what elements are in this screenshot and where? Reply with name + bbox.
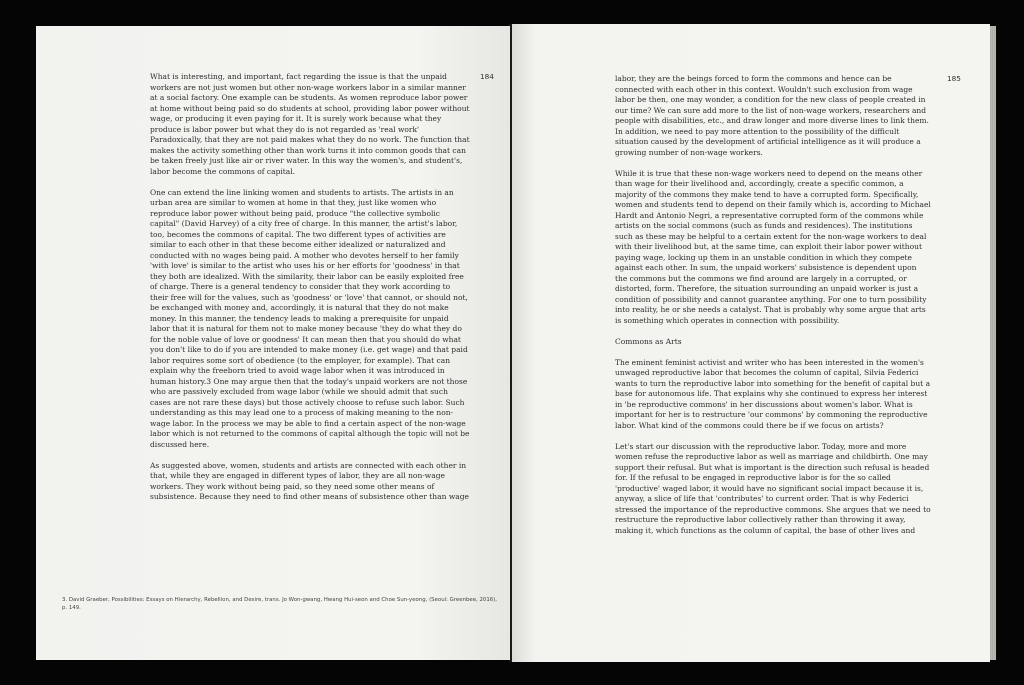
right-page [512, 24, 990, 662]
paragraph: While it is true that these non-wage workers need to depend on the means other than wage for their livelihood and, accordingly, create a specific common, a majority of the commons they make tend to have a corrupted form. Specifically, women and students tend to depend on their family which is, according to Michael Hardt and Antonio Negri, a representative corrupted form of the commons while artists on the social commons (such as funds and residences). The institutions such as these may be helpful to a certain extent for the non-wage workers to deal with their livelihood but, at the same time, can exploit their labor power without paying wage, locking up them in an unstable condition in which they compete against each other. In sum, the unpaid workers' subsistence is dependent upon the commons but the commons we find around are largely in a corrupted, or distorted, form. Therefore, the situation surrounding an unpaid worker is just a condition of possibility and cannot guarantee anything. For one to turn possibility into reality, he or she needs a catalyst. That is probably why some argue that arts is something which operates in connection with possibility. [615, 168, 931, 325]
paragraph: One can extend the line linking women and students to artists. The artists in an urban area are similar to women at home in that they, just like women who reproduce labor power without being paid, produce "the collective symbolic capital" (David Harvey) of a city free of charge. In this manner, the artist's labor, too, becomes the commons of capital. The two different types of activities are similar to each other in that these become either idealized or naturalized and conducted with no wages being paid. A mother who devotes herself to her family 'with love' is similar to the artist who uses his or her efforts for 'goodness' in that they both are idealized. With the similarity, their labor can be easily exploited free of charge. There is a general tendency to consider that they work according to their free will for the values, such as 'goodness' or 'love' that cannot, or should not, be exchanged with money and, accordingly, it is natural that they do not make money. In this manner, the tendency leads to making a prerequisite for unpaid labor that it is natural for them not to make money because 'they do what they do for the noble value of love or goodness' It can mean then that you should do what you don't like to do if you are intended to make money (i.e. get wage) and that paid labor requires some sort of obedience (to the employer, for example). That can explain why the freeborn tried to avoid wage labor when it was introduced in human history.3 One may argue then that the today's unpaid workers are not those who are passively excluded from wage labor (while we should admit that such cases are not rare these days) but those actively choose to refuse such labor. Such understanding as this may lead one to a process of making meaning to the non-wage labor. In the process we may be able to find a certain aspect of the non-wage labor which is not returned to the commons of capital although the topic will not be discussed here. [150, 187, 470, 449]
body-text [150, 72, 470, 503]
page-stack-edge [990, 26, 996, 660]
paragraph: The eminent feminist activist and writer who has been interested in the women's unwaged reproductive labor that becomes the column of capital, Silvia Federici wants to turn the reproductive labor into something for the benefit of capital but a base for autonomous life. That explains why she continued to express her interest in 'be reproductive commons' in her discussions about women's labor. What is important for her is to restructure 'our commons' by commoning the reproductive labor. What kind of the commons could there be if we focus on artists? [615, 357, 931, 430]
left-page [36, 26, 510, 660]
page-number: 184 [480, 72, 494, 81]
section-heading: Commons as Arts [615, 336, 682, 346]
paragraph: What is interesting, and important, fact regarding the issue is that the unpaid workers are not just women but other non-wage workers labor in a similar manner at a social factory. One example can be students. As women reproduce labor power at home without being paid so do students at school, providing labor power without wage, or producing it even paying for it. It is surely work because what they produce is labor power but what they do is not regarded as 'real work' Paradoxically, that they are not paid makes what they do no work. The function that makes the activity something other than work turns it into common goods that can be taken freely just like air or river water. In this way the women's, and student's, labor become the commons of capital. [150, 72, 470, 176]
footnote: 3. David Graeber, Possibilities: Essays on Hierarchy, Rebellion, and Desire, trans. Jo Won-gwang, Hwang Hui-seon and Choe Sun-yeong, (Seoul: Greenbee, 2016), p. 149. [62, 597, 497, 611]
paragraph: Let's start our discussion with the reproductive labor. Today, more and more women refuse the reproductive labor as well as marriage and childbirth. One may support their refusal. But what is important is the direction such refusal is headed for. If the refusal to be engaged in reproductive labor is for the so called 'productive' waged labor, it would have no significant social impact because it is, anyway, a slice of life that 'contributes' to current order. That is why Federici stressed the importance of the reproductive commons. She argues that we need to restructure the reproductive labor collectively rather than throwing it away, making it, which functions as the column of capital, the base of other lives and [615, 441, 931, 535]
paragraph: As suggested above, women, students and artists are connected with each other in that, while they are engaged in different types of labor, they are all non-wage workers. They work without being paid, so they need some other means of subsistence. Because they need to find other means of subsistence other than wage [150, 460, 469, 501]
body-text [615, 74, 931, 536]
page-number: 185 [947, 74, 961, 83]
paragraph: labor, they are the beings forced to form the commons and hence can be connected with each other in this context. Wouldn't such exclusion from wage labor be then, one may wonder, a condition for the new class of people created in our time? We can sure add more to the list of non-wage workers, researchers and people with disabilities, etc., and draw longer and more diverse lines to link them. In addition, we need to pay more attention to the possibility of the difficult situation caused by the development of artificial intelligence as it will produce a growing number of non-wage workers. [615, 74, 929, 157]
